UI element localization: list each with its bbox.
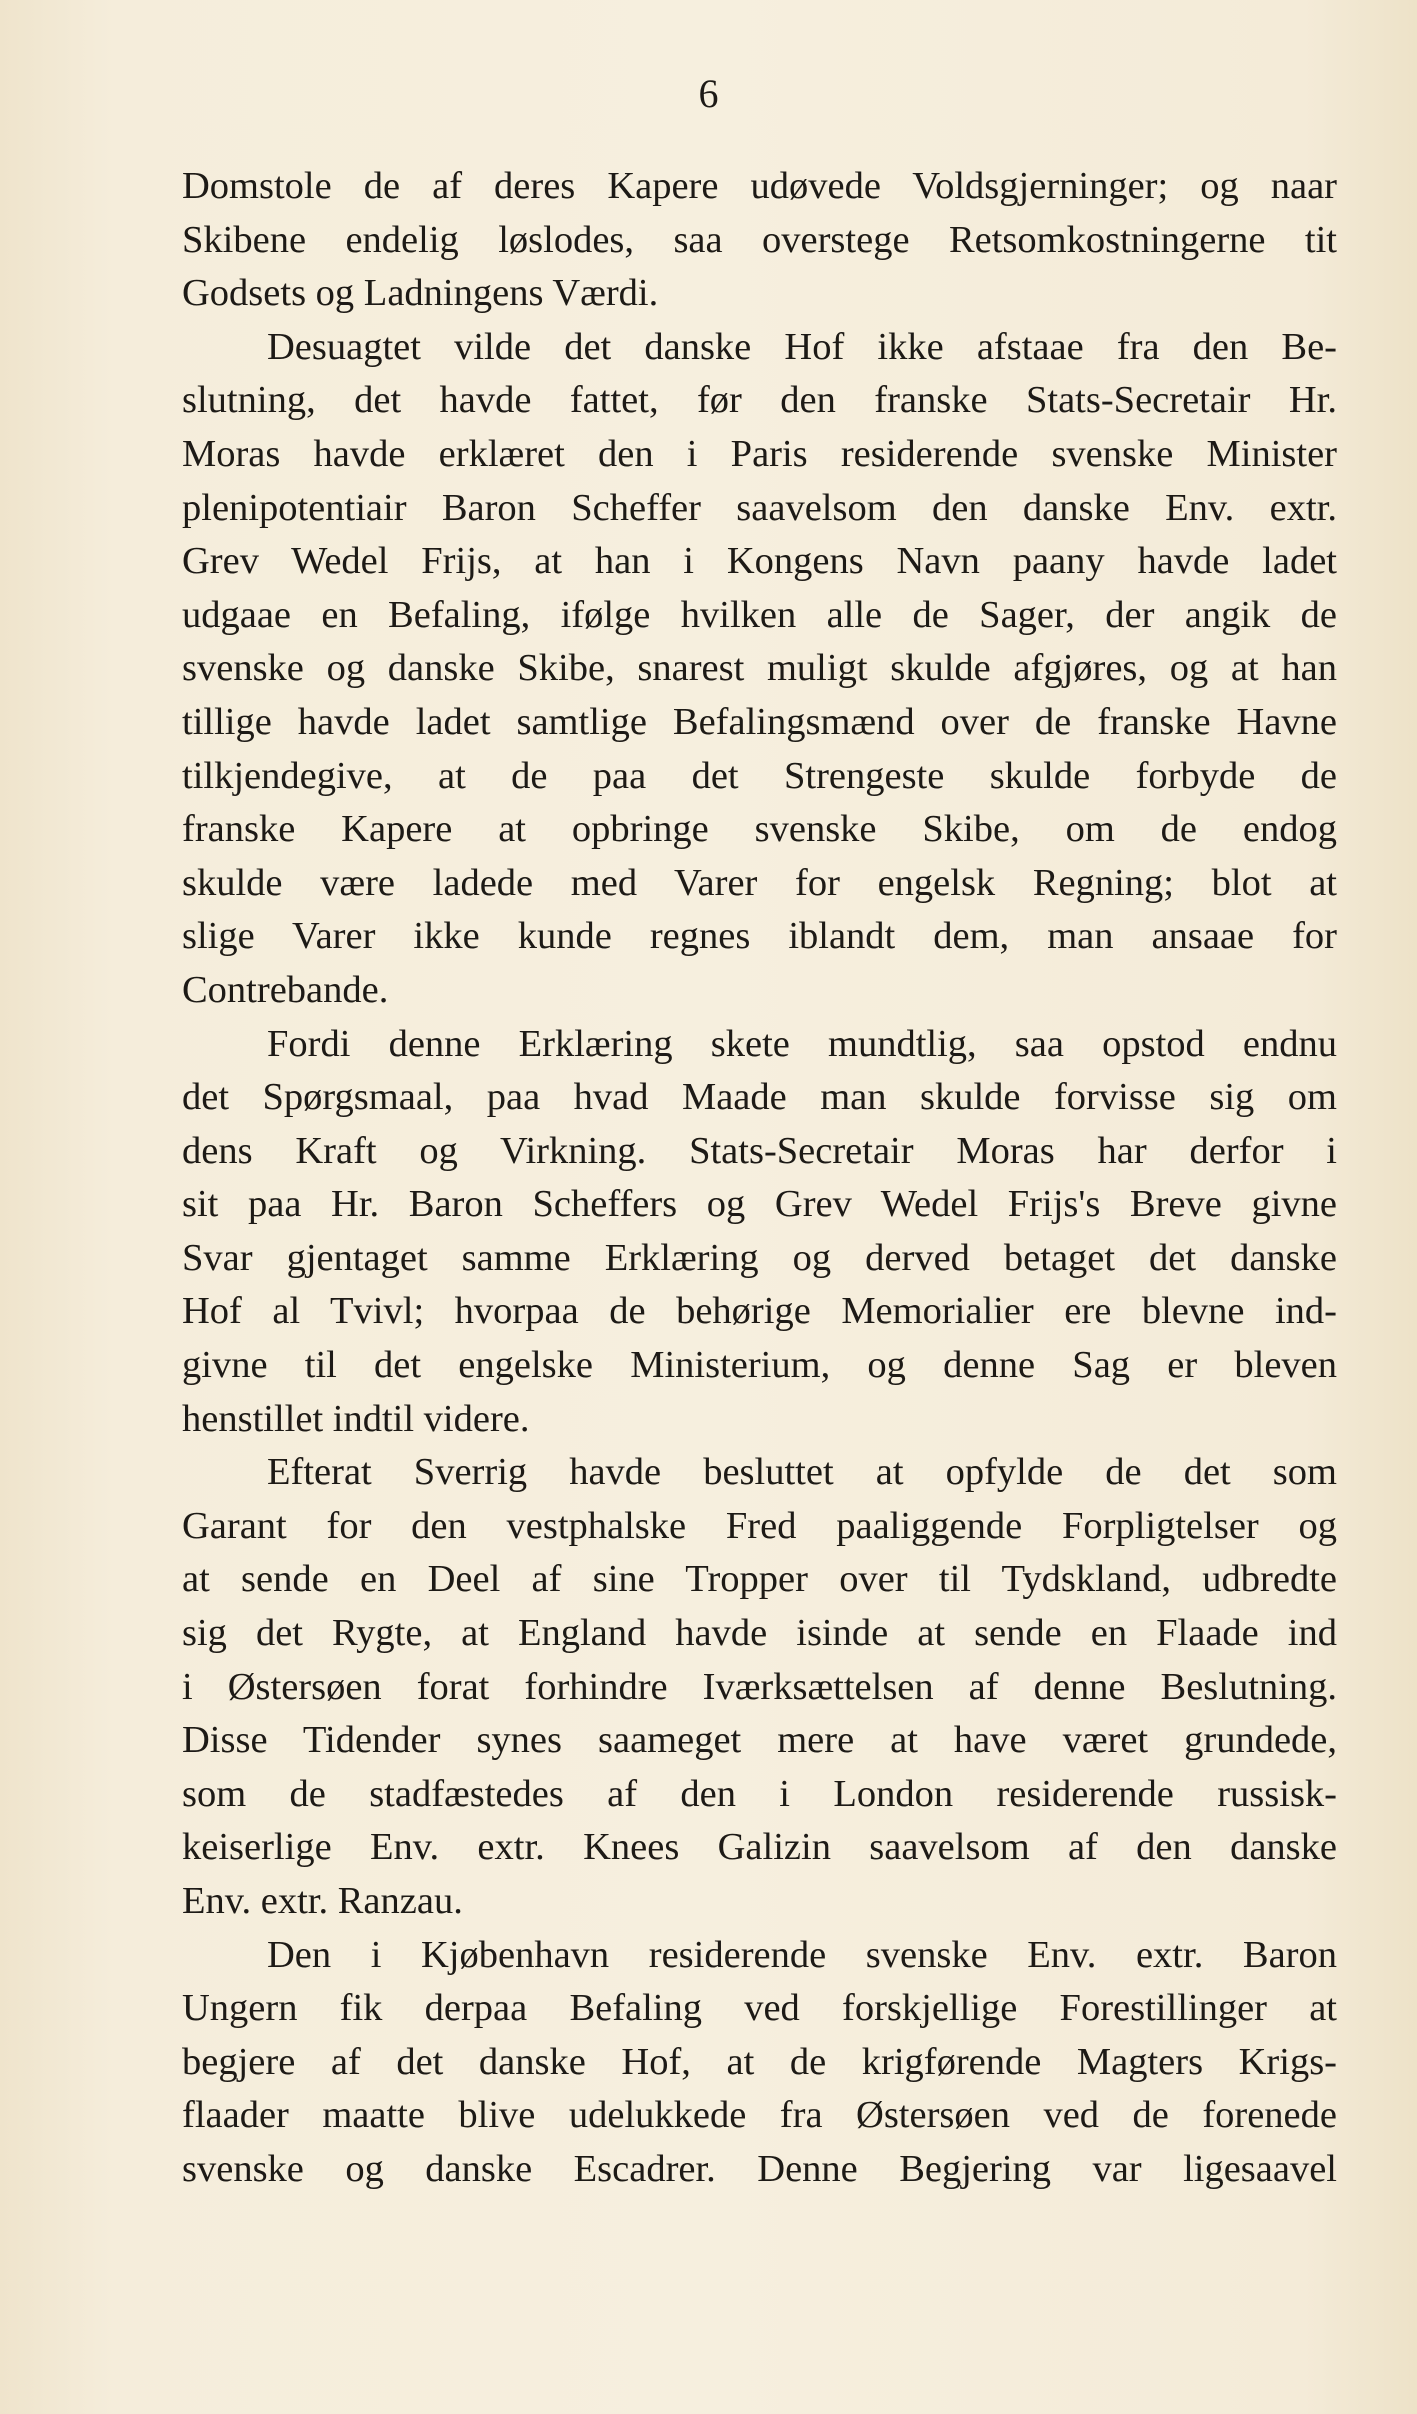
text-line: franske Kapere at opbringe svenske Skibe, om de endog (182, 808, 1337, 851)
text-line: henstillet indtil videre. (182, 1397, 530, 1440)
text-line: slutning, det havde fattet, før den franske Stats-Secretair Hr. (182, 379, 1337, 422)
text-line: tillige havde ladet samtlige Befalingsmænd over de franske Havne (182, 700, 1337, 743)
text-line: at sende en Deel af sine Tropper over til Tydskland, udbredte (182, 1558, 1337, 1601)
text-line: Moras havde erklæret den i Paris residerende svenske Minister (182, 432, 1337, 475)
text-line: Skibene endelig løslodes, saa overstege Retsomkostningerne tit (182, 218, 1337, 261)
text-line: Domstole de af deres Kapere udøvede Voldsgjerninger; og naar (182, 165, 1337, 207)
text-line: Godsets og Ladningens Værdi. (182, 272, 659, 315)
text-line: det Spørgsmaal, paa hvad Maade man skulde forvisse sig om (182, 1076, 1337, 1119)
text-line: svenske og danske Skibe, snarest muligt skulde afgjøres, og at han (182, 647, 1337, 690)
text-line: Efterat Sverrig havde besluttet at opfylde de det som (267, 1451, 1337, 1494)
text-line: Disse Tidender synes saameget mere at have været grundede, (182, 1719, 1337, 1762)
text-line: keiserlige Env. extr. Knees Galizin saavelsom af den danske (182, 1826, 1337, 1869)
text-line: begjere af det danske Hof, at de krigførende Magters Krigs- (182, 2040, 1337, 2083)
text-line: sit paa Hr. Baron Scheffers og Grev Wedel Frijs's Breve givne (182, 1183, 1337, 1226)
text-line: udgaae en Befaling, ifølge hvilken alle de Sager, der angik de (182, 593, 1337, 636)
text-line: Svar gjentaget samme Erklæring og derved betaget det danske (182, 1236, 1337, 1279)
text-line: som de stadfæstedes af den i London residerende russisk- (182, 1772, 1337, 1815)
text-line: dens Kraft og Virkning. Stats-Secretair Moras har derfor i (182, 1129, 1337, 1172)
text-line: Den i Kjøbenhavn residerende svenske Env. extr. Baron (267, 1933, 1337, 1976)
text-line: flaader maatte blive udelukkede fra Østersøen ved de forenede (182, 2094, 1337, 2137)
text-line: givne til det engelske Ministerium, og denne Sag er bleven (182, 1344, 1337, 1387)
text-line: Ungern fik derpaa Befaling ved forskjellige Forestillinger at (182, 1987, 1337, 2030)
text-line: Garant for den vestphalske Fred paaliggende Forpligtelser og (182, 1504, 1337, 1547)
text-line: Hof al Tvivl; hvorpaa de behørige Memorialier ere blevne ind- (182, 1290, 1337, 1333)
text-line: skulde være ladede med Varer for engelsk Regning; blot at (182, 861, 1337, 904)
text-line: plenipotentiair Baron Scheffer saavelsom den danske Env. extr. (182, 486, 1337, 529)
text-line: Env. extr. Ranzau. (182, 1880, 463, 1922)
text-line: i Østersøen forat forhindre Iværksættelsen af denne Beslutning. (182, 1665, 1337, 1708)
text-line: Desuagtet vilde det danske Hof ikke afstaae fra den Be- (267, 325, 1337, 368)
text-line: sig det Rygte, at England havde isinde at sende en Flaade ind (182, 1612, 1337, 1655)
text-line: Contrebande. (182, 968, 389, 1011)
text-line: svenske og danske Escadrer. Denne Begjering var ligesaavel (182, 2147, 1337, 2190)
text-line: tilkjendegive, at de paa det Strengeste skulde forbyde de (182, 754, 1337, 797)
text-line: slige Varer ikke kunde regnes iblandt dem, man ansaae for (182, 915, 1337, 958)
page-number: 6 (698, 71, 719, 116)
text-line: Grev Wedel Frijs, at han i Kongens Navn paany havde ladet (182, 540, 1337, 583)
body-text (182, 160, 1337, 2197)
text-line: Fordi denne Erklæring skete mundtlig, saa opstod endnu (267, 1022, 1337, 1065)
